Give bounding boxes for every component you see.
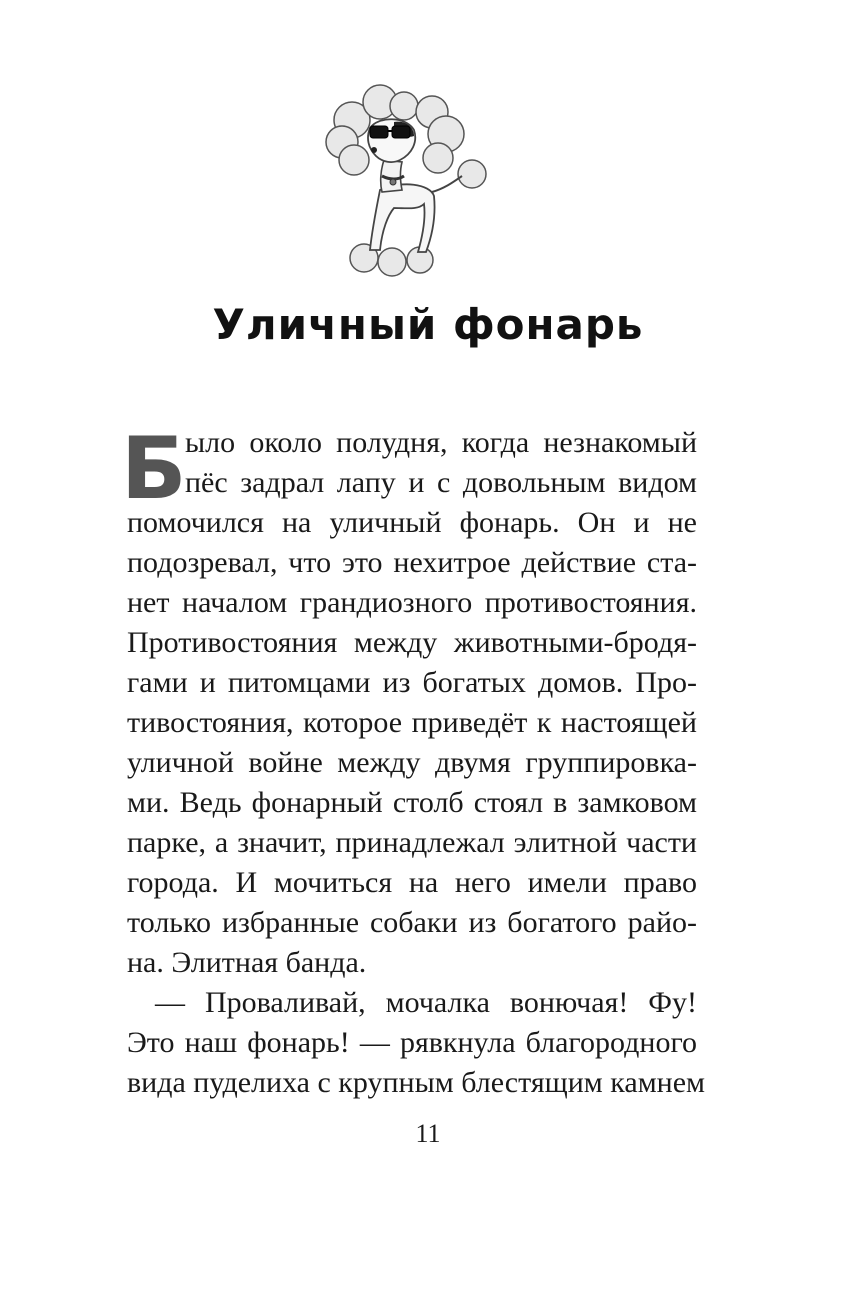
text-line: ыло около полудня, когда незнакомый	[185, 426, 697, 459]
text-line: на. Элитная банда.	[127, 946, 367, 979]
text-line: подозревал, что это нехитрое действие ста-	[127, 546, 697, 579]
text-line: Противостояния между животными-бродя-	[127, 626, 697, 659]
page-number: 11	[415, 1119, 441, 1148]
text-line: города. И мочиться на него имели право	[127, 866, 697, 899]
text-line: парке, а значит, принадлежал элитной части	[127, 826, 697, 859]
text-line: вида пуделиха с крупным блестящим камнем	[127, 1066, 706, 1099]
text-line: нет началом грандиозного противостояния.	[127, 586, 697, 619]
poodle-with-sunglasses-illustration	[322, 80, 498, 288]
text-line: гами и питомцами из богатых домов. Про-	[127, 666, 697, 699]
text-line: помочился на уличный фонарь. Он и не	[127, 506, 697, 539]
text-line: Это наш фонарь! — рявкнула благородного	[127, 1026, 697, 1059]
text-line: пёс задрал лапу и с довольным видом	[185, 466, 697, 499]
text-line: тивостояния, которое приведёт к настоящей	[127, 706, 697, 739]
text-line: ми. Ведь фонарный столб стоял в замковом	[127, 786, 697, 819]
text-line: только избранные собаки из богатого райо-	[127, 906, 697, 939]
chapter-title: Уличный фонарь	[212, 300, 644, 349]
text-line: — Проваливай, мочалка вонючая! Фу!	[155, 986, 697, 1019]
text-line: уличной войне между двумя группировка-	[127, 746, 697, 779]
drop-cap: Б	[121, 419, 187, 519]
body-text	[121, 419, 706, 1103]
